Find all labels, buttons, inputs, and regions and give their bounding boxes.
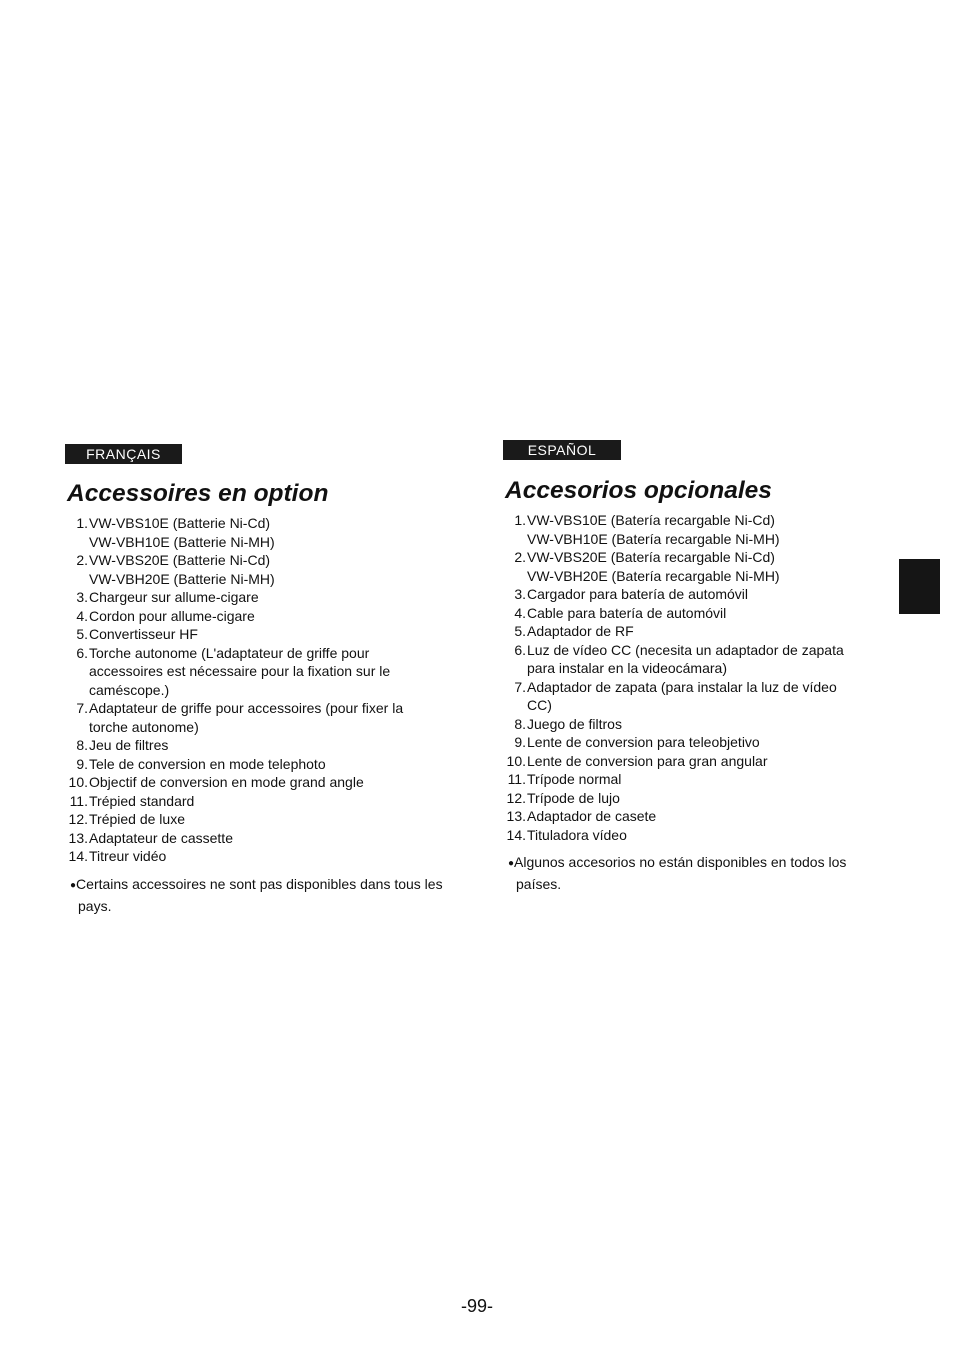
item-number: 6. <box>514 641 526 658</box>
list-item <box>500 678 880 715</box>
bullet-icon: ● <box>508 858 515 869</box>
item-number: 8. <box>76 737 88 753</box>
item-text: Lente de conversion para teleobjetivo <box>527 734 760 750</box>
list-item <box>500 770 880 789</box>
item-number: 2. <box>76 552 88 568</box>
item-text: Cable para batería de automóvil <box>527 604 727 621</box>
item-text: VW-VBH10E (Batería recargable Ni-MH) <box>527 530 780 547</box>
item-text: VW-VBS10E (Batería recargable Ni-Cd) <box>527 512 775 528</box>
page-number: -99- <box>460 1296 493 1316</box>
item-text: Luz de vídeo CC (necesita un adaptador de zapata <box>527 641 844 658</box>
section-title-french: Accessoires en option <box>67 480 329 507</box>
item-number: 2. <box>514 549 526 565</box>
list-item <box>62 847 462 866</box>
item-text: Trípode normal <box>527 771 622 787</box>
item-number: 10. <box>68 774 88 790</box>
list-item <box>62 625 462 644</box>
french-section <box>62 444 462 917</box>
list-item <box>62 792 462 811</box>
availability-note-spanish <box>500 852 880 895</box>
item-number: 10. <box>506 752 526 769</box>
item-number: 6. <box>76 644 88 661</box>
list-item <box>62 551 462 588</box>
item-text: para instalar en la videocámara) <box>527 660 727 676</box>
section-marker-tab <box>899 559 940 614</box>
availability-note-french <box>62 874 462 917</box>
list-item <box>62 607 462 626</box>
list-item <box>62 699 462 736</box>
note-text: Algunos accesorios no están disponibles en todos los países. <box>514 854 847 892</box>
item-number: 3. <box>76 589 88 605</box>
item-text: Titreur vidéo <box>89 848 167 864</box>
item-text: Cordon pour allume-cigare <box>89 607 255 624</box>
item-text: VW-VBH10E (Batterie Ni-MH) <box>89 533 275 550</box>
item-number: 4. <box>76 607 88 624</box>
item-number: 14. <box>68 848 88 864</box>
item-text: Adaptador de casete <box>527 808 657 824</box>
language-tag-french: FRANÇAIS <box>65 444 182 464</box>
item-number: 7. <box>514 678 526 695</box>
list-item <box>500 641 880 678</box>
list-item <box>62 736 462 755</box>
list-item <box>62 810 462 829</box>
item-text: Cargador para batería de automóvil <box>527 586 749 602</box>
item-text: Adaptador de zapata (para instalar la luz de vídeo <box>527 678 837 695</box>
list-item <box>500 585 880 604</box>
item-text: Convertisseur HF <box>89 626 198 642</box>
item-text: Trépied de luxe <box>89 811 185 827</box>
item-text: Lente de conversion para gran angular <box>527 752 768 769</box>
item-text: CC) <box>527 697 552 713</box>
item-text: Tituladora vídeo <box>527 826 627 843</box>
item-number: 4. <box>514 604 526 621</box>
list-item <box>500 807 880 826</box>
item-number: 7. <box>76 700 88 716</box>
list-item <box>62 514 462 551</box>
item-number: 12. <box>68 811 88 827</box>
note-text: Certains accessoires ne sont pas disponibles dans tous les pays. <box>76 875 443 914</box>
item-text: accessoires est nécessaire pour la fixation sur le <box>89 663 391 679</box>
list-item <box>500 789 880 808</box>
item-text: caméscope.) <box>89 681 170 698</box>
list-item <box>500 604 880 623</box>
item-text: Juego de filtros <box>527 715 622 732</box>
item-text: VW-VBH20E (Batería recargable Ni-MH) <box>527 567 780 584</box>
item-number: 5. <box>514 623 526 639</box>
item-text: Adaptateur de cassette <box>89 829 233 846</box>
item-text: Chargeur sur allume-cigare <box>89 589 259 605</box>
item-number: 14. <box>506 826 526 843</box>
item-number: 3. <box>514 586 526 602</box>
item-number: 1. <box>514 512 526 528</box>
item-number: 1. <box>76 515 88 531</box>
list-item <box>62 588 462 607</box>
item-text: Objectif de conversion en mode grand angle <box>89 774 364 790</box>
item-text: Jeu de filtres <box>89 737 169 753</box>
item-number: 11. <box>69 792 88 809</box>
item-number: 11. <box>507 771 526 787</box>
language-tag-spanish: ESPAÑOL <box>503 440 621 460</box>
list-item <box>500 548 880 585</box>
item-text: Adaptateur de griffe pour accessoires (pour fixer la <box>89 700 404 716</box>
item-text: Adaptador de RF <box>527 623 634 639</box>
item-text: VW-VBS20E (Batterie Ni-Cd) <box>89 552 271 568</box>
list-item <box>500 715 880 734</box>
list-item <box>62 773 462 792</box>
item-text: Torche autonome (L'adaptateur de griffe pour <box>89 644 370 661</box>
accessory-list-spanish <box>500 511 880 844</box>
item-number: 13. <box>68 829 88 846</box>
list-item <box>62 644 462 700</box>
accessory-list-french <box>62 514 462 866</box>
list-item <box>500 733 880 752</box>
section-title-spanish: Accesorios opcionales <box>505 477 772 504</box>
item-number: 9. <box>76 755 88 772</box>
list-item <box>500 826 880 845</box>
item-text: Tele de conversion en mode telephoto <box>89 755 326 772</box>
item-number: 9. <box>514 734 526 750</box>
list-item <box>500 752 880 771</box>
item-number: 5. <box>76 626 88 642</box>
item-text: VW-VBS10E (Batterie Ni-Cd) <box>89 515 271 531</box>
item-text: VW-VBS20E (Batería recargable Ni-Cd) <box>527 549 775 565</box>
item-text: VW-VBH20E (Batterie Ni-MH) <box>89 570 275 587</box>
item-text: Trípode de lujo <box>527 789 620 806</box>
bullet-icon: ● <box>70 879 77 891</box>
item-text: Trépied standard <box>89 792 195 809</box>
list-item <box>500 622 880 641</box>
item-number: 12. <box>506 789 526 806</box>
list-item <box>62 755 462 774</box>
item-text: torche autonome) <box>89 718 199 735</box>
list-item <box>62 829 462 848</box>
spanish-section <box>500 440 880 895</box>
item-number: 8. <box>514 715 526 732</box>
item-number: 13. <box>506 808 526 824</box>
list-item <box>500 511 880 548</box>
